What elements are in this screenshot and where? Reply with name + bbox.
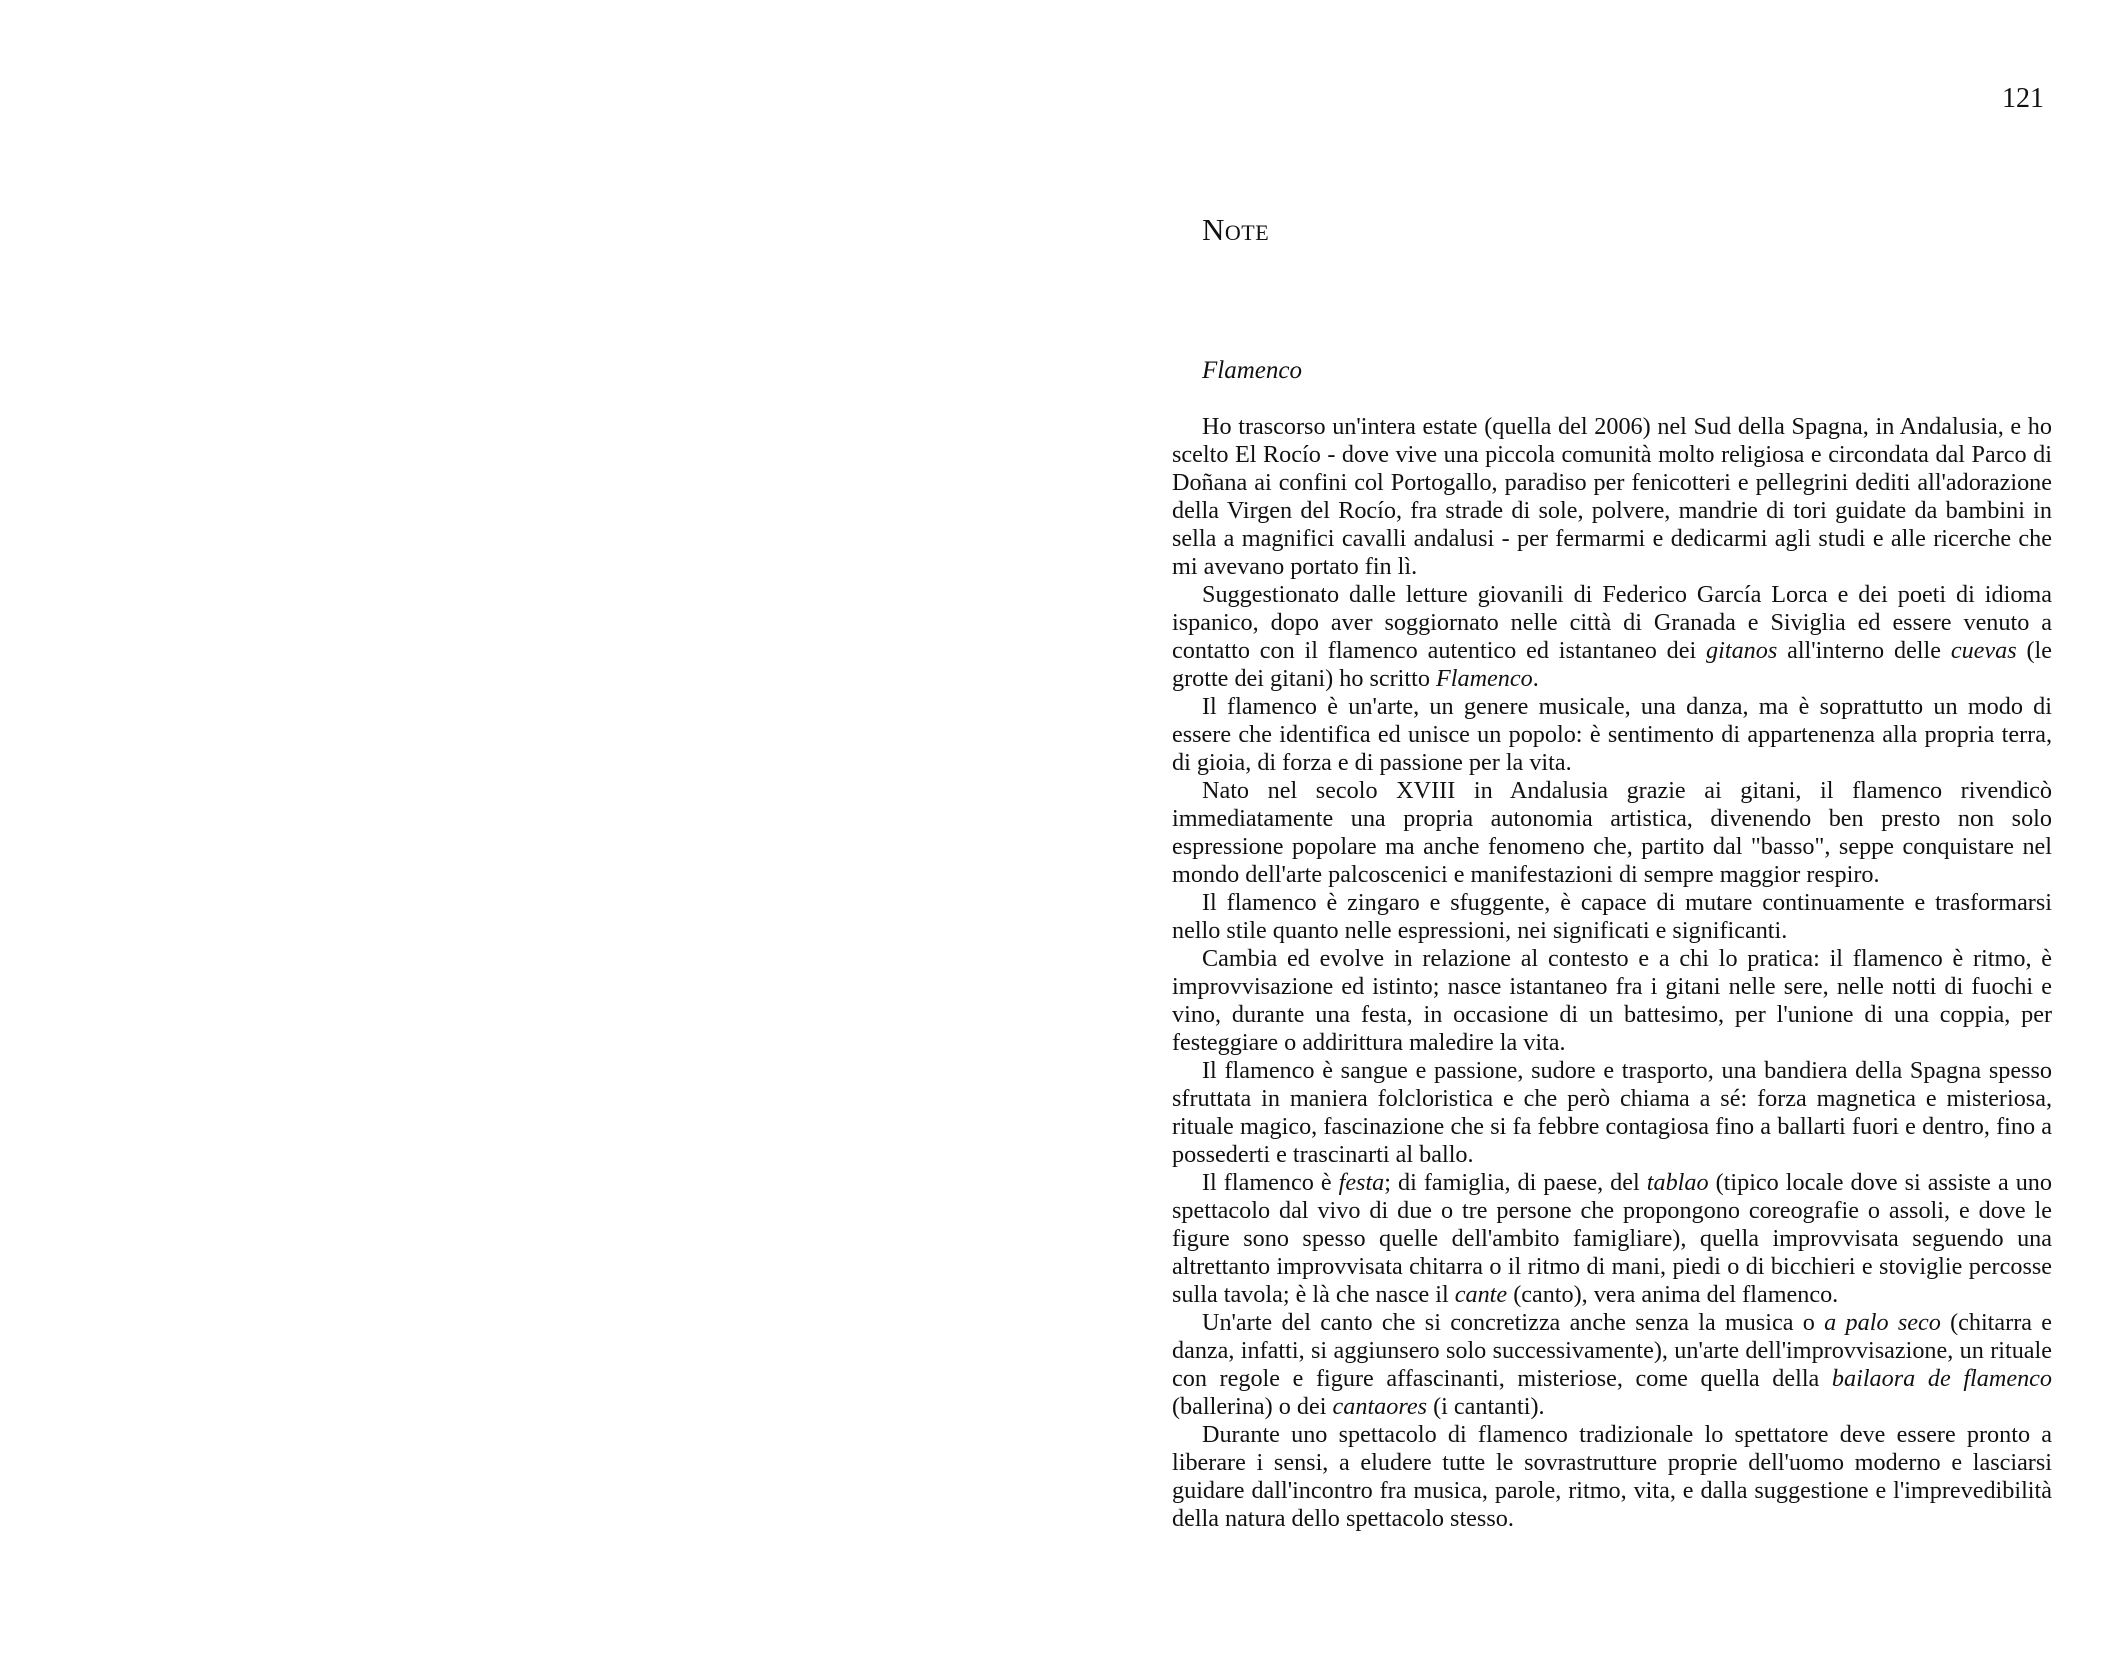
section-subheading: Flamenco — [1202, 357, 1302, 384]
text-run: (ballerina) o dei — [1172, 1393, 1333, 1420]
text-run: Il flamenco è un'arte, un genere musicale, una danza, ma è soprattutto un modo di essere che identifica ed unisce un popolo: è sentimento di appartenenza alla propria terra, di gioia, di forza e di passione per la vita. — [1172, 693, 2052, 776]
text-run: (canto), vera anima del flamenco. — [1507, 1281, 1839, 1308]
text-run: (i cantanti). — [1427, 1393, 1545, 1420]
text-run: Il flamenco è zingaro e sfuggente, è capace di mutare continuamente e trasformarsi nello stile quanto nelle espressioni, nei significati e significanti. — [1172, 889, 2052, 944]
text-run: Suggestionato dalle letture giovanili di Federico García Lorca e dei poeti di idioma ispanico, dopo aver soggiornato nelle città di Granada e Siviglia ed essere venuto a contatto con il flamenco autentico ed istantaneo dei — [1172, 581, 2052, 664]
text-run: Cambia ed evolve in relazione al contesto e a chi lo pratica: il flamenco è ritmo, è improvvisazione ed istinto; nasce istantaneo fra i gitani nelle sere, nelle notti di fuochi e vino, durante una festa, in occasione di un battesimo, per l'unione di una coppia, per festeggiare o addirittura maledire la vita. — [1172, 945, 2052, 1056]
text-run: Un'arte del canto che si concretizza anche senza la musica o — [1202, 1309, 1825, 1336]
text-run: Nato nel secolo XVIII in Andalusia grazie ai gitani, il flamenco rivendicò immediatamente una propria autonomia artistica, divenendo ben presto non solo espressione popolare ma anche fenomeno che, partito dal "basso", seppe conquistare nel mondo dell'arte palcoscenici e manifestazioni di sempre maggior respiro. — [1172, 777, 2052, 888]
text-run: Ho trascorso un'intera estate (quella del 2006) nel Sud della Spagna, in Andalusia, e ho scelto El Rocío - dove vive una piccola comunità molto religiosa e circondata dal Parco di Doñana ai confini col Portogallo, paradiso per fenicotteri e pellegrini dediti all'adorazione della Virgen del Rocío, fra strade di sole, polvere, mandrie di tori guidate da bambini in sella a magnifici cavalli andalusi - per fermarmi e dedicarmi agli studi e alle ricerche che mi avevano portato fin lì. — [1172, 413, 2052, 580]
paragraph — [1172, 1057, 2052, 1169]
italic-term: festa — [1338, 1169, 1385, 1196]
text-run: Il flamenco è — [1202, 1169, 1339, 1196]
paragraph — [1172, 889, 2052, 945]
page-number: 121 — [2002, 83, 2044, 114]
paragraph — [1172, 945, 2052, 1057]
text-run: ; di famiglia, di paese, del — [1384, 1169, 1647, 1196]
text-run: Durante uno spettacolo di flamenco tradizionale lo spettatore deve essere pronto a liberare i sensi, a eludere tutte le sovrastrutture proprie dell'uomo moderno e lasciarsi guidare dall'incontro fra musica, parole, ritmo, vita, e dalla suggestione e l'imprevedibilità della natura dello spettacolo stesso. — [1172, 1421, 2052, 1532]
italic-term: cante — [1454, 1281, 1508, 1308]
section-heading: Note — [1202, 212, 1270, 247]
paragraph — [1172, 777, 2052, 889]
text-run: (le grotte dei gitani) ho scritto — [1172, 637, 2052, 692]
paragraph — [1172, 1421, 2052, 1533]
paragraph — [1172, 693, 2052, 777]
italic-term: tablao — [1646, 1169, 1709, 1196]
body-text — [1172, 413, 2052, 1533]
italic-term: cuevas — [1950, 637, 2017, 664]
paragraph — [1172, 581, 2052, 693]
text-run: (chitarra e danza, infatti, si aggiunsero solo successivamente), un'arte dell'improvvisazione, un rituale con regole e figure affascinanti, misteriose, come quella della — [1172, 1309, 2052, 1392]
paragraph — [1172, 1169, 2052, 1309]
text-run: . — [1532, 665, 1539, 692]
italic-term: Flamenco — [1435, 665, 1533, 692]
paragraph — [1172, 1309, 2052, 1421]
italic-term: cantaores — [1332, 1393, 1428, 1420]
italic-term: a palo seco — [1824, 1309, 1941, 1336]
left-page-blank — [0, 0, 1062, 1653]
text-run: all'interno delle — [1777, 637, 1951, 664]
text-run: Il flamenco è sangue e passione, sudore e trasporto, una bandiera della Spagna spesso sfruttata in maniera folcloristica e che però chiama a sé: forza magnetica e misteriosa, rituale magico, fascinazione che si fa febbre contagiosa fino a ballarti fuori e dentro, fino a possederti e trascinarti al ballo. — [1172, 1057, 2052, 1168]
text-run: (tipico locale dove si assiste a uno spettacolo dal vivo di due o tre persone che propongono coreografie o assoli, e dove le figure sono spesso quelle dell'ambito famigliare), quella improvvisata seguendo una altrettanto improvvisata chitarra o il ritmo di mani, piedi o di bicchieri e stoviglie percosse sulla tavola; è là che nasce il — [1172, 1169, 2052, 1308]
italic-term: bailaora de flamenco — [1831, 1365, 2052, 1392]
paragraph — [1172, 413, 2052, 581]
right-page — [1062, 0, 2125, 1653]
italic-term: gitanos — [1706, 637, 1778, 664]
